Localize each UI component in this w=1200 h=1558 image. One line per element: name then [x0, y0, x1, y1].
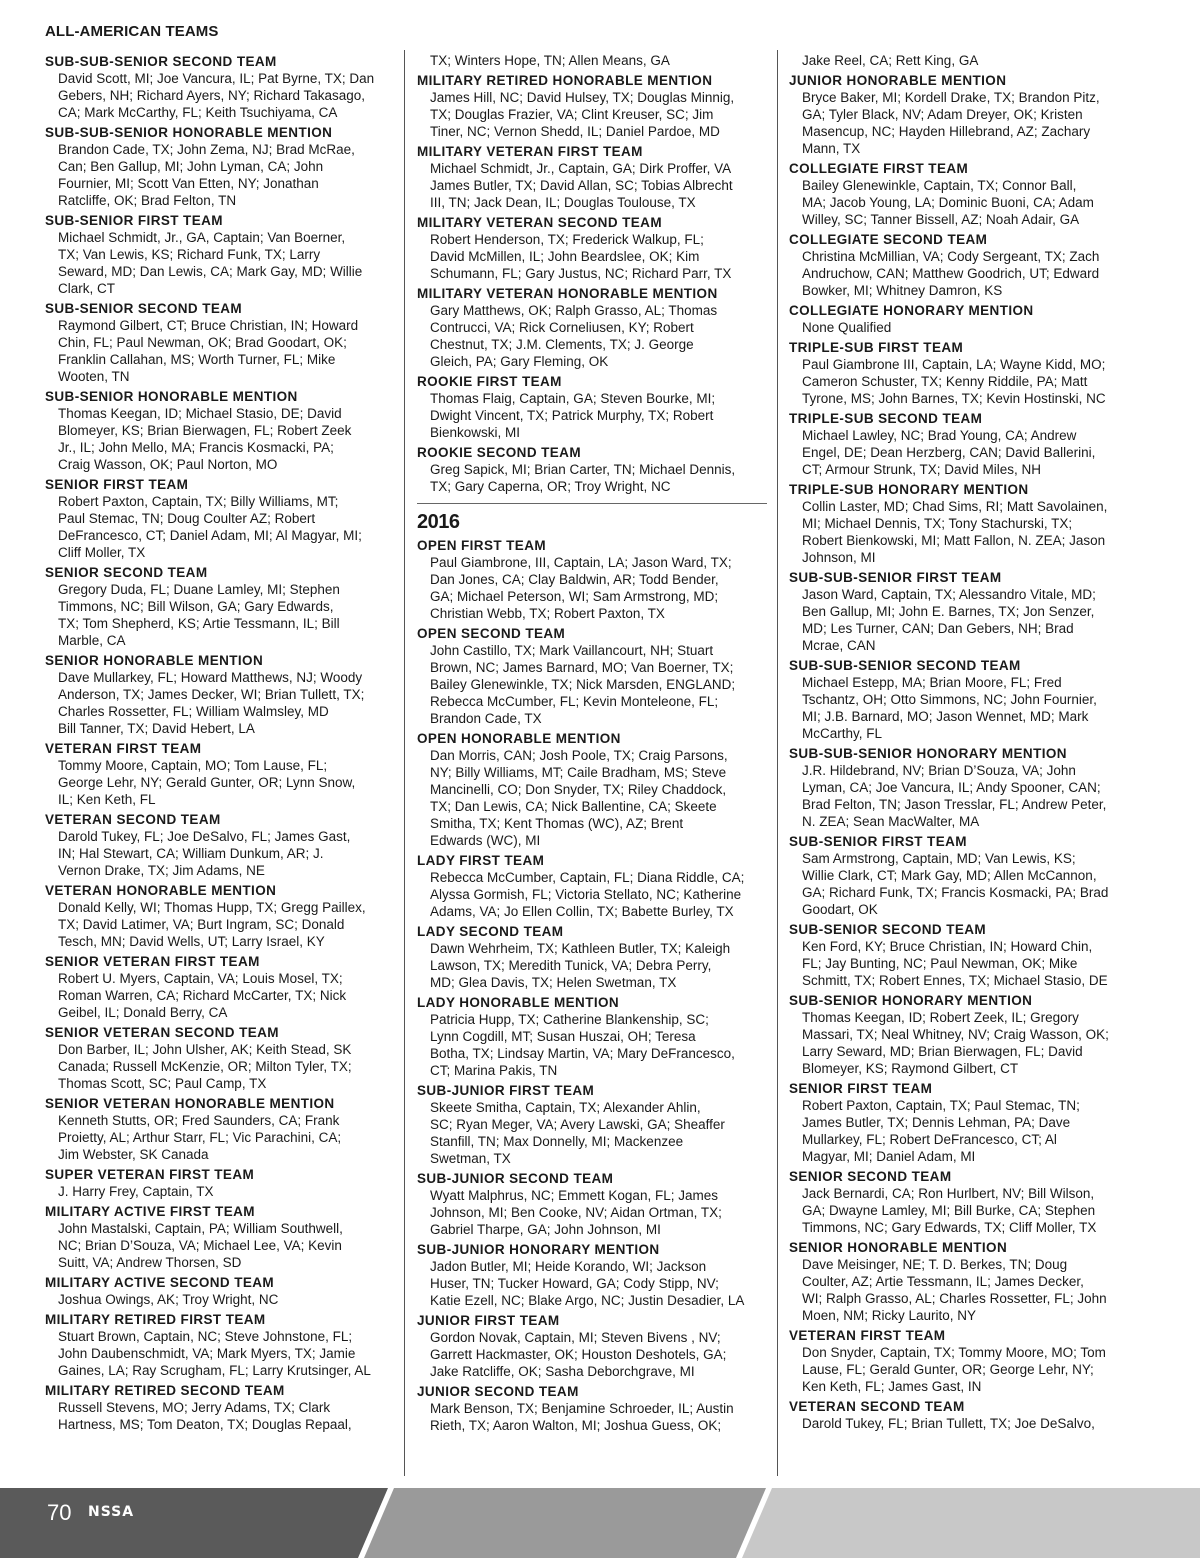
team-section — [417, 1241, 767, 1309]
team-members: Wyatt Malphrus, NC; Emmett Kogan, FL; James Johnson, MI; Ben Cooke, NV; Aidan Ortman, TX; Gabriel Tharpe, GA; John Johnson, MI — [430, 1188, 722, 1237]
team-title: SUB-SENIOR FIRST TEAM — [789, 834, 967, 849]
team-members: Dawn Wehrheim, TX; Kathleen Butler, TX; Kaleigh Lawson, TX; Meredith Tunick, VA; Debra Perry, MD; Glea Davis, TX; Helen Swetman, TX — [430, 941, 731, 990]
team-title: TRIPLE-SUB SECOND TEAM — [789, 411, 983, 426]
team-title: MILITARY ACTIVE SECOND TEAM — [45, 1275, 275, 1290]
team-section — [789, 231, 1141, 299]
team-members: Rebecca McCumber, Captain, FL; Diana Riddle, CA; Alyssa Gormish, FL; Victoria Stellato, NC; Katherine Adams, VA; Jo Ellen Collin, TX; Babette Burley, TX — [430, 870, 745, 919]
team-members: Dan Morris, CAN; Josh Poole, TX; Craig Parsons, NY; Billy Williams, MT; Caile Bradham, MS; Steve Mancinelli, CO; Don Snyder, TX; Riley Chaddock, TX; Dan Lewis, CA; Nick Ballentine, CA; Skeete Smitha, TX; Kent Thomas (WC), AZ; Brent Edwards (WC), MI — [430, 748, 728, 848]
team-title: SENIOR FIRST TEAM — [789, 1081, 933, 1096]
team-title: SENIOR VETERAN FIRST TEAM — [45, 954, 260, 969]
team-section — [789, 921, 1141, 989]
year-heading: 2016 — [417, 511, 460, 533]
team-title: SUB-SUB-SENIOR HONORABLE MENTION — [45, 125, 333, 140]
team-members: Stuart Brown, Captain, NC; Steve Johnstone, FL; John Daubenschmidt, VA; Mark Myers, TX; Jamie Gaines, LA; Ray Scrugham, FL; Larry Krutsinger, AL — [58, 1329, 371, 1378]
team-members: Tommy Moore, Captain, MO; Tom Lause, FL; George Lehr, NY; Gerald Gunter, OR; Lynn Snow, IL; Ken Keth, FL — [58, 758, 356, 807]
team-title: SUB-SENIOR HONORABLE MENTION — [45, 389, 298, 404]
team-title: LADY FIRST TEAM — [417, 853, 545, 868]
column-divider — [777, 50, 778, 1476]
team-section — [45, 1095, 397, 1163]
team-title: SUB-SUB-SENIOR SECOND TEAM — [45, 54, 277, 69]
team-section — [789, 52, 1141, 69]
team-members: Mark Benson, TX; Benjamine Schroeder, IL; Austin Rieth, TX; Aaron Walton, MI; Joshua Guess, OK; — [430, 1401, 734, 1433]
column-divider — [404, 50, 405, 1476]
team-section — [45, 124, 397, 209]
team-title: MILITARY RETIRED FIRST TEAM — [45, 1312, 266, 1327]
team-section — [789, 1080, 1141, 1165]
column-middle — [417, 50, 767, 1435]
team-section — [417, 730, 767, 849]
year-divider — [417, 503, 767, 504]
team-members: Bryce Baker, MI; Kordell Drake, TX; Brandon Pitz, GA; Tyler Black, NV; Adam Dreyer, OK; Kristen Masencup, NC; Hayden Hillebrand, AZ; Zachary Mann, TX — [802, 90, 1100, 156]
team-section — [417, 143, 767, 211]
team-members: Kenneth Stutts, OR; Fred Saunders, CA; Frank Proietty, AL; Arthur Starr, FL; Vic Parachini, CA; Jim Webster, SK Canada — [58, 1113, 342, 1162]
team-title: ROOKIE FIRST TEAM — [417, 374, 562, 389]
page-number: 70 — [47, 1500, 72, 1525]
team-members: Gordon Novak, Captain, MI; Steven Bivens , NV; Garrett Hackmaster, OK; Houston Deshotels, GA; Jake Ratcliffe, OK; Sasha Deborchgrave, MI — [430, 1330, 727, 1379]
team-section — [789, 1398, 1141, 1432]
team-section — [417, 72, 767, 140]
team-title: SENIOR FIRST TEAM — [45, 477, 189, 492]
team-members: Collin Laster, MD; Chad Sims, RI; Matt Savolainen, MI; Michael Dennis, TX; Tony Stachurski, TX; Robert Bienkowski, MI; Matt Fallon, N. ZEA; Jason Johnson, MI — [802, 499, 1108, 565]
team-members: Thomas Keegan, ID; Michael Stasio, DE; David Blomeyer, KS; Brian Bierwagen, FL; Robert Zeek Jr., IL; John Mello, MA; Francis Kosmacki, PA; Craig Wasson, OK; Paul Norton, MO — [58, 406, 352, 472]
team-members: Christina McMillian, VA; Cody Sergeant, TX; Zach Andruchow, CAN; Matthew Goodrich, UT; Edward Bowker, MI; Whitney Damron, KS — [802, 249, 1100, 298]
team-members: Greg Sapick, MI; Brian Carter, TN; Michael Dennis, TX; Gary Caperna, OR; Troy Wright, NC — [430, 462, 736, 494]
team-members: Jadon Butler, MI; Heide Korando, WI; Jackson Huser, TN; Tucker Howard, GA; Cody Stipp, NV; Katie Ezell, NC; Blake Argo, NC; Justin Desadier, LA — [430, 1259, 745, 1308]
team-section — [789, 833, 1141, 918]
team-title: SENIOR VETERAN SECOND TEAM — [45, 1025, 279, 1040]
team-members: Raymond Gilbert, CT; Bruce Christian, IN; Howard Chin, FL; Paul Newman, OK; Brad Goodart, OK; Franklin Callahan, MS; Worth Turner, FL; Mike Wooten, TN — [58, 318, 359, 384]
team-members: Dave Meisinger, NE; T. D. Berkes, TN; Doug Coulter, AZ; Artie Tessmann, IL; James Decker, WI; Ralph Grasso, AL; Charles Rossetter, FL; John Moen, NM; Ricky Laurito, NY — [802, 1257, 1107, 1323]
team-section — [417, 1383, 767, 1434]
team-title: TRIPLE-SUB FIRST TEAM — [789, 340, 964, 355]
column-left — [45, 50, 397, 1434]
team-section — [417, 214, 767, 282]
team-section — [45, 652, 397, 737]
team-members: Thomas Keegan, ID; Robert Zeek, IL; Gregory Massari, TX; Neal Whitney, NV; Craig Wasson, OK; Larry Seward, MD; Brian Bierwagen, FL; David Blomeyer, KS; Raymond Gilbert, CT — [802, 1010, 1109, 1076]
team-members: TX; Winters Hope, TN; Allen Means, GA — [430, 53, 670, 68]
team-section — [417, 1312, 767, 1380]
team-title: SENIOR SECOND TEAM — [45, 565, 208, 580]
team-section — [417, 285, 767, 370]
team-members: Donald Kelly, WI; Thomas Hupp, TX; Gregg Paillex, TX; David Latimer, VA; Burt Ingram, SC; Donald Tesch, MN; David Wells, UT; Larry Israel, KY — [58, 900, 366, 949]
team-title: SENIOR HONORABLE MENTION — [45, 653, 264, 668]
team-members: Paul Giambrone, III, Captain, LA; Jason Ward, TX; Dan Jones, CA; Clay Baldwin, AR; Todd Bender, GA; Michael Peterson, WI; Sam Armstrong, MD; Christian Webb, TX; Robert Paxton, TX — [430, 555, 732, 621]
team-title: MILITARY VETERAN SECOND TEAM — [417, 215, 662, 230]
team-section — [789, 160, 1141, 228]
team-title: MILITARY RETIRED HONORABLE MENTION — [417, 73, 713, 88]
team-members: Paul Giambrone III, Captain, LA; Wayne Kidd, MO; Cameron Schuster, TX; Kenny Riddile, PA; Matt Tyrone, MS; John Barnes, TX; Kevin Hostinski, NC — [802, 357, 1106, 406]
team-members: Patricia Hupp, TX; Catherine Blankenship, SC; Lynn Cogdill, MT; Susan Huszai, OH; Teresa Botha, TX; Lindsay Martin, VA; Mary DeFrancesco, CT; Marina Pakis, TN — [430, 1012, 735, 1078]
team-members: Michael Estepp, MA; Brian Moore, FL; Fred Tschantz, OH; Otto Simmons, NC; John Fournier, MI; J.B. Barnard, MO; Jason Wennet, MD; Mark McCarthy, FL — [802, 675, 1097, 741]
team-title: VETERAN HONORABLE MENTION — [45, 883, 277, 898]
team-members: Don Barber, IL; John Ulsher, AK; Keith Stead, SK Canada; Russell McKenzie, OR; Milton Tyler, TX; Thomas Scott, SC; Paul Camp, TX — [58, 1042, 352, 1091]
team-section — [45, 212, 397, 297]
team-members: David Scott, MI; Joe Vancura, IL; Pat Byrne, TX; Dan Gebers, NH; Richard Ayers, NY; Richard Takasago, CA; Mark McCarthy, FL; Keith Tsuchiyama, CA — [58, 71, 375, 120]
team-section — [417, 1082, 767, 1167]
team-members: Thomas Flaig, Captain, GA; Steven Bourke, MI; Dwight Vincent, TX; Patrick Murphy, TX; Robert Bienkowski, MI — [430, 391, 716, 440]
team-title: SUB-SENIOR HONORARY MENTION — [789, 993, 1033, 1008]
team-title: SUB-SUB-SENIOR HONORARY MENTION — [789, 746, 1067, 761]
team-section — [45, 1382, 397, 1433]
team-members: None Qualified — [802, 320, 892, 335]
team-section — [45, 388, 397, 473]
footer-band-mid — [364, 1488, 766, 1558]
team-members: John Castillo, TX; Mark Vaillancourt, NH; Stuart Brown, NC; James Barnard, MO; Van Boerner, TX; Bailey Glenewinkle, TX; Nick Marsden, ENGLAND; Rebecca McCumber, FL; Kevin Monteleone, FL; Brandon Cade, TX — [430, 643, 736, 726]
team-section — [45, 1203, 397, 1271]
team-members: Bailey Glenewinkle, Captain, TX; Connor Ball, MA; Jacob Young, LA; Dominic Buoni, CA; Adam Willey, SC; Tanner Bissell, AZ; Noah Adair, GA — [802, 178, 1094, 227]
team-title: SUB-JUNIOR SECOND TEAM — [417, 1171, 614, 1186]
team-title: MILITARY RETIRED SECOND TEAM — [45, 1383, 285, 1398]
team-members: Dave Mullarkey, FL; Howard Matthews, NJ; Woody Anderson, TX; James Decker, WI; Brian Tullett, TX; Charles Rossetter, FL; William Walmsley, MD Bill Tanner, TX; David Hebert, LA — [58, 670, 365, 736]
team-members: Darold Tukey, FL; Joe DeSalvo, FL; James Gast, IN; Hal Stewart, CA; William Dunkum, AR; J. Vernon Drake, TX; Jim Adams, NE — [58, 829, 351, 878]
team-title: COLLEGIATE SECOND TEAM — [789, 232, 988, 247]
team-section — [45, 53, 397, 121]
team-title: TRIPLE-SUB HONORARY MENTION — [789, 482, 1029, 497]
team-section — [417, 52, 767, 69]
team-section — [417, 852, 767, 920]
team-section — [417, 1170, 767, 1238]
team-members: Ken Ford, KY; Bruce Christian, IN; Howard Chin, FL; Jay Bunting, NC; Paul Newman, OK; Mike Schmitt, TX; Robert Ennes, TX; Michael Stasio, DE — [802, 939, 1108, 988]
team-section — [789, 1327, 1141, 1395]
team-section — [789, 745, 1141, 830]
publication-name: NSSA — [88, 1504, 135, 1520]
team-section — [789, 1168, 1141, 1236]
team-title: JUNIOR SECOND TEAM — [417, 1384, 579, 1399]
team-title: SUB-SENIOR FIRST TEAM — [45, 213, 223, 228]
team-section — [45, 300, 397, 385]
team-title: JUNIOR HONORABLE MENTION — [789, 73, 1007, 88]
team-title: SUB-SUB-SENIOR SECOND TEAM — [789, 658, 1021, 673]
column-right — [789, 50, 1141, 1433]
team-title: SUB-JUNIOR HONORARY MENTION — [417, 1242, 660, 1257]
team-members: Brandon Cade, TX; John Zema, NJ; Brad McRae, Can; Ben Gallup, MI; John Lyman, CA; John Fournier, MI; Scott Van Etten, NY; Jonathan Ratcliffe, OK; Brad Felton, TN — [58, 142, 355, 208]
team-title: SUB-SUB-SENIOR FIRST TEAM — [789, 570, 1002, 585]
team-title: OPEN HONORABLE MENTION — [417, 731, 621, 746]
team-title: MILITARY VETERAN FIRST TEAM — [417, 144, 643, 159]
team-title: LADY SECOND TEAM — [417, 924, 564, 939]
team-members: Russell Stevens, MO; Jerry Adams, TX; Clark Hartness, MS; Tom Deaton, TX; Douglas Repaal, — [58, 1400, 352, 1432]
team-section — [789, 992, 1141, 1077]
team-members: Michael Schmidt, Jr., GA, Captain; Van Boerner, TX; Van Lewis, KS; Richard Funk, TX; Larry Seward, MD; Dan Lewis, CA; Mark Gay, MD; Willie Clark, CT — [58, 230, 363, 296]
team-section — [789, 302, 1141, 336]
team-section — [417, 537, 767, 622]
team-members: Jason Ward, Captain, TX; Alessandro Vitale, MD; Ben Gallup, MI; John E. Barnes, TX; Jon Senzer, MD; Les Turner, CAN; Dan Gebers, NH; Brad Mcrae, CAN — [802, 587, 1096, 653]
team-section — [45, 953, 397, 1021]
footer-band-light — [742, 1488, 1200, 1558]
team-title: COLLEGIATE HONORARY MENTION — [789, 303, 1034, 318]
team-section — [789, 569, 1141, 654]
team-title: OPEN SECOND TEAM — [417, 626, 566, 641]
team-section — [789, 410, 1141, 478]
team-section — [789, 1239, 1141, 1324]
team-title: MILITARY ACTIVE FIRST TEAM — [45, 1204, 255, 1219]
team-members: Darold Tukey, FL; Brian Tullett, TX; Joe DeSalvo, — [802, 1416, 1095, 1431]
team-title: OPEN FIRST TEAM — [417, 538, 547, 553]
team-section — [417, 625, 767, 727]
team-section — [789, 339, 1141, 407]
team-members: Sam Armstrong, Captain, MD; Van Lewis, KS; Willie Clark, CT; Mark Gay, MD; Allen McCannon, GA; Richard Funk, TX; Francis Kosmacki, PA; Brad Goodart, OK — [802, 851, 1109, 917]
team-title: ROOKIE SECOND TEAM — [417, 445, 581, 460]
team-section — [45, 564, 397, 649]
page-title: ALL-AMERICAN TEAMS — [45, 23, 219, 40]
team-title: MILITARY VETERAN HONORABLE MENTION — [417, 286, 718, 301]
team-title: VETERAN FIRST TEAM — [45, 741, 202, 756]
team-members: Gary Matthews, OK; Ralph Grasso, AL; Thomas Contrucci, VA; Rick Corneliusen, KY; Robert Chestnut, TX; J.M. Clements, TX; J. George Gleich, PA; Gary Fleming, OK — [430, 303, 718, 369]
footer-band-graphic — [0, 1488, 1200, 1558]
team-members: Robert Henderson, TX; Frederick Walkup, FL; David McMillen, IL; John Beardslee, OK; Kim Schumann, FL; Gary Justus, NC; Richard Parr, TX — [430, 232, 732, 281]
team-section — [417, 444, 767, 495]
team-title: SENIOR HONORABLE MENTION — [789, 1240, 1008, 1255]
team-section — [45, 1166, 397, 1200]
team-section — [789, 657, 1141, 742]
page-footer — [0, 1488, 1200, 1558]
team-section — [45, 811, 397, 879]
team-section — [45, 476, 397, 561]
team-section — [417, 994, 767, 1079]
team-members: J.R. Hildebrand, NV; Brian D’Souza, VA; John Lyman, CA; Joe Vancura, IL; Andy Spooner, CAN; Brad Felton, TN; Jason Tresslar, FL; Andrew Peter, N. ZEA; Sean MacWalter, MA — [802, 763, 1107, 829]
team-section — [45, 740, 397, 808]
team-members: Robert U. Myers, Captain, VA; Louis Mosel, TX; Roman Warren, CA; Richard McCarter, TX; Nick Geibel, IL; Donald Berry, CA — [58, 971, 347, 1020]
team-members: Don Snyder, Captain, TX; Tommy Moore, MO; Tom Lause, FL; Gerald Gunter, OR; George Lehr, NY; Ken Keth, FL; James Gast, IN — [802, 1345, 1106, 1394]
team-title: VETERAN SECOND TEAM — [45, 812, 221, 827]
team-members: James Hill, NC; David Hulsey, TX; Douglas Minnig, TX; Douglas Frazier, VA; Clint Kreuser, SC; Jim Tiner, NC; Vernon Shedd, IL; Daniel Pardoe, MD — [430, 90, 735, 139]
team-section — [789, 72, 1141, 157]
team-section — [417, 373, 767, 441]
team-section — [417, 923, 767, 991]
team-members: Robert Paxton, Captain, TX; Paul Stemac, TN; James Butler, TX; Dennis Lehman, PA; Dave Mullarkey, FL; Robert DeFrancesco, CT; Al Magyar, MI; Daniel Adam, MI — [802, 1098, 1080, 1164]
team-title: SENIOR VETERAN HONORABLE MENTION — [45, 1096, 335, 1111]
team-members: Gregory Duda, FL; Duane Lamley, MI; Stephen Timmons, NC; Bill Wilson, GA; Gary Edwards, TX; Tom Shepherd, KS; Artie Tessmann, IL; Bill Marble, CA — [58, 582, 340, 648]
team-members: Robert Paxton, Captain, TX; Billy Williams, MT; Paul Stemac, TN; Doug Coulter AZ; Robert DeFrancesco, CT; Daniel Adam, MI; Al Magyar, MI; Cliff Moller, TX — [58, 494, 362, 560]
team-members: Skeete Smitha, Captain, TX; Alexander Ahlin, SC; Ryan Meger, VA; Avery Lawski, GA; Sheaffer Stanfill, TN; Max Donnelly, MI; Mackenzee Swetman, TX — [430, 1100, 725, 1166]
team-title: SUB-SENIOR SECOND TEAM — [45, 301, 243, 316]
team-section — [45, 1274, 397, 1308]
team-title: COLLEGIATE FIRST TEAM — [789, 161, 969, 176]
team-section — [45, 1024, 397, 1092]
team-title: SUB-JUNIOR FIRST TEAM — [417, 1083, 595, 1098]
team-title: VETERAN SECOND TEAM — [789, 1399, 965, 1414]
team-section — [45, 882, 397, 950]
team-members: Jack Bernardi, CA; Ron Hurlbert, NV; Bill Wilson, GA; Dwayne Lamley, MI; Bill Burke, CA; Stephen Timmons, NC; Gary Edwards, TX; Cliff Moller, TX — [802, 1186, 1097, 1235]
team-title: LADY HONORABLE MENTION — [417, 995, 620, 1010]
team-title: JUNIOR FIRST TEAM — [417, 1313, 560, 1328]
team-section — [789, 481, 1141, 566]
team-members: John Mastalski, Captain, PA; William Southwell, NC; Brian D’Souza, VA; Michael Lee, VA; Kevin Suitt, VA; Andrew Thorsen, SD — [58, 1221, 343, 1270]
team-members: Michael Schmidt, Jr., Captain, GA; Dirk Proffer, VA James Butler, TX; David Allan, SC; Tobias Albrecht III, TN; Jack Dean, IL; Douglas Toulouse, TX — [430, 161, 733, 210]
team-section — [45, 1311, 397, 1379]
team-members: Jake Reel, CA; Rett King, GA — [802, 53, 979, 68]
team-title: VETERAN FIRST TEAM — [789, 1328, 946, 1343]
team-members: Michael Lawley, NC; Brad Young, CA; Andrew Engel, DE; Dean Herzberg, CAN; David Ballerini, CT; Armour Strunk, TX; David Miles, NH — [802, 428, 1096, 477]
team-title: SUB-SENIOR SECOND TEAM — [789, 922, 987, 937]
team-members: Joshua Owings, AK; Troy Wright, NC — [58, 1292, 279, 1307]
team-members: J. Harry Frey, Captain, TX — [58, 1184, 214, 1199]
team-title: SENIOR SECOND TEAM — [789, 1169, 952, 1184]
team-title: SUPER VETERAN FIRST TEAM — [45, 1167, 255, 1182]
